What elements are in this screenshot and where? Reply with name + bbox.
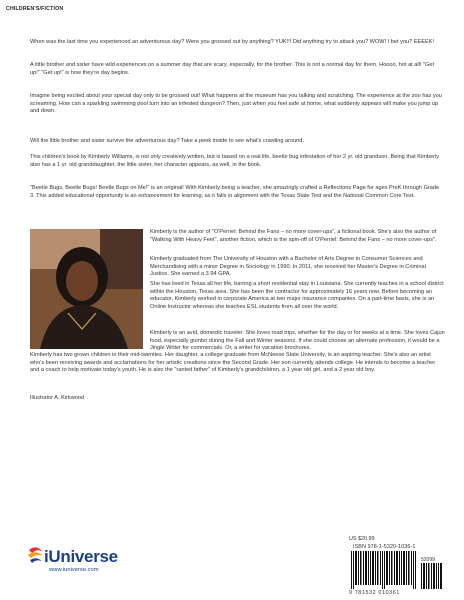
- paragraph-text: Kimberly is the author of "O'Perriel: Behind the Fans – no more cover-ups", a fictional book. She's also the author of "Walking With Heavy Feet", another fiction, which is the spin-off of O'Perriel: Behind the Fans – no more cover-ups".: [150, 229, 437, 243]
- paragraph-text: Imagine being excited about your special day only to be grossed out! What happens at the museum has you talking and scratching. The experience at the zoo has you screaming. How can a sparkling swimming pool turn into an infested dungeon? Then, just when you feel safe at home, what suddenly appears will make you jump up and down.: [30, 93, 442, 115]
- book-background-paragraph: [30, 154, 444, 169]
- publisher-name: iUniverse: [44, 547, 118, 566]
- paragraph-text: Kimberly graduated from The University of Houston with a Bachelor of Arts Degree in Consumer Sciences and Merchandising with a minor Degree in Sociology in 1990. In 2011, she received her Master's Degree in Criminal Justice. She earned a 3.94 GPA.: [150, 256, 426, 278]
- category-label: CHILDREN'S/FICTION: [6, 6, 64, 12]
- paragraph-text: Kimberly is an avid, domestic traveler. She loves road trips, whether for the day or for weeks at a time. She loves Cajun food, especially gumbo during the Fall and Winter seasons. If she could choose an alternate profession, it would be a Jingle Writer for commercials. Or, a writer for vacation brochures.: [150, 330, 445, 352]
- paragraph-text: Will the little brother and sister survive the adventurous day? Take a peek inside to see what's crawling around.: [30, 138, 304, 144]
- teaser-paragraph: [30, 138, 444, 146]
- isbn-label: ISBN 978-1-5320-1036-1: [353, 544, 416, 550]
- intro-paragraph: [30, 39, 444, 47]
- publisher-logo: [24, 545, 144, 579]
- author-photo: [30, 229, 143, 349]
- author-books-paragraph: [150, 229, 446, 244]
- story-paragraph: [30, 62, 444, 77]
- price-label: US $20.99: [349, 536, 375, 542]
- author-education-paragraph: [150, 256, 446, 279]
- paragraph-text: She has lived in Texas all her life, barring a short residential stay in Louisiana. She currently teaches in a school district within the Houston, Texas area. She has been the contractor for approximately 16 years now. Before becoming an educator, Kimberly worked in corporate America at two major insurance companies. On a part-time basis, she is an Online Instructor whereas she teaches ESL students from all over the world.: [150, 281, 444, 310]
- addon-barcode-icon: [421, 563, 443, 589]
- family-paragraph: [30, 352, 444, 375]
- author-portrait-icon: [30, 229, 143, 349]
- publisher-url[interactable]: www.iuniverse.com: [49, 567, 99, 573]
- ean-digits: 9 781532 010361: [349, 590, 400, 596]
- illustrator-credit: Illustrator A. Kirkwood: [30, 395, 85, 401]
- story-paragraph: [30, 93, 444, 116]
- addon-digits: 52099: [421, 557, 435, 563]
- paragraph-text: This children's book by Kimberly Williams, is not only creatively written, but is based on a real life, beetle bug infestation of her 2 yr. old grandson. Being that Kimberly also has a 1 yr. old granddaughter, the little sister, her character appears, as well, in the book.: [30, 154, 439, 168]
- educational-paragraph: [30, 185, 444, 200]
- barcode-icon: [351, 551, 419, 589]
- iuniverse-logo-icon: [26, 546, 46, 570]
- paragraph-text: Kimberly has two grown children in their mid-twenties. Her daughter, a college graduate from McNeese State University, is an aspiring teacher. She's also an artist who's been receiving awards and acclamations for her artistic creations since the Second Grade. Her son currently attends college. He intends to become a teacher and a coach to help motivate today's youth. He is also the "ranted father" of Kimberly's grandchildren, a 1 year old girl, and a 2 year old boy.: [30, 352, 436, 374]
- paragraph-text: When was the last time you experienced an adventurous day? Were you grossed out by anything? YUK!!! Did anything try to attack you? WOW! I bet you? EEEEK!: [30, 39, 435, 45]
- author-career-paragraph: [150, 281, 446, 311]
- paragraph-text: A little brother and sister have wild experiences on a summer day that are scary, especially, for the brother. This is not a normal day for them. Hoooo, hot at all! "Get up!" "Get up!" is how they're day begins.: [30, 62, 434, 76]
- author-interests-paragraph: [150, 330, 446, 353]
- paragraph-text: "Beetle Bugs, Beetle Bugs! Beetle Bugs on Me!" is an original! With Kimberly being a teacher, she amazingly crafted a Reflections Page for ages PreK through Grade 3. This added educational opportunity is an enhancement for learning, as it falls in alignment with the Texas State Test and the National Common Core Test.: [30, 185, 440, 199]
